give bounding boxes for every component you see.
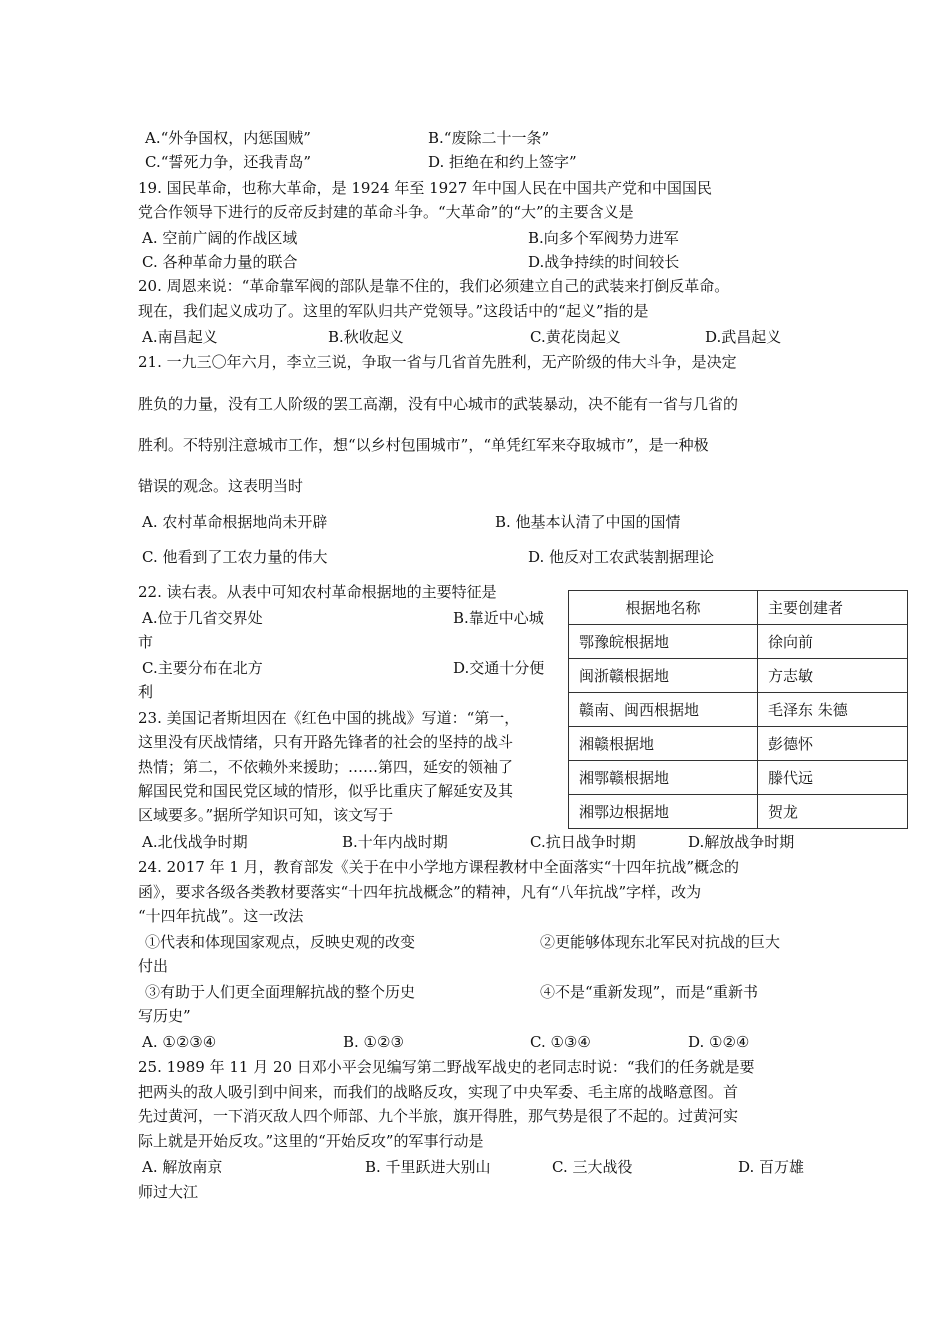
q23-stem-line-4: 解国民党和国民党区域的情形，似乎比重庆了解延安及其 <box>138 782 514 800</box>
table-cell: 闽浙赣根据地 <box>569 659 758 693</box>
q21-stem-line-3: 胜利。不特别注意城市工作，想“以乡村包围城市”，“单凭红军来夺取城市”，是一种极 <box>138 436 709 454</box>
q22-option-b-cont: 市 <box>138 633 154 651</box>
q24-stem-line-3: “十四年抗战”。这一改法 <box>138 907 304 925</box>
q22-option-a: A.位于几省交界处 <box>142 609 263 627</box>
table-header-cell: 主要创建者 <box>758 591 908 625</box>
q24-item-3: ③有助于人们更全面理解抗战的整个历史 <box>145 983 416 1001</box>
q24-option-b: B. ①②③ <box>343 1033 404 1051</box>
q25-option-d-cont: 师过大江 <box>138 1183 199 1201</box>
table-header-row <box>569 591 908 625</box>
q23-option-a: A.北伐战争时期 <box>142 833 248 851</box>
q24-item-2: ②更能够体现东北军民对抗战的巨大 <box>540 933 781 951</box>
q24-item-4-cont: 写历史” <box>138 1007 191 1025</box>
q19-option-d: D.战争持续的时间较长 <box>528 253 680 271</box>
q20-stem-line-1: 20. 周恩来说：“革命靠军阀的部队是靠不住的，我们必须建立自己的武装来打倒反革命。 <box>138 277 730 295</box>
q23-stem-line-5: 区域要多。”据所学知识可知，该文写于 <box>138 806 394 824</box>
q20-option-a: A.南昌起义 <box>142 328 218 346</box>
q24-stem-line-2: 函》，要求各级各类教材要落实“十四年抗战概念”的精神，凡有“八年抗战”字样，改为 <box>138 883 702 901</box>
table-cell: 贺龙 <box>758 795 908 829</box>
table-row <box>569 625 908 659</box>
q23-option-d: D.解放战争时期 <box>688 833 795 851</box>
table-cell: 湘鄂边根据地 <box>569 795 758 829</box>
table-row <box>569 693 908 727</box>
q23-stem-line-3: 热情；第二，不依赖外来援助；……第四，延安的领袖了 <box>138 758 514 776</box>
q24-option-c: C. ①③④ <box>530 1033 591 1051</box>
q25-option-c: C. 三大战役 <box>552 1158 633 1176</box>
table-row <box>569 761 908 795</box>
table-cell: 徐向前 <box>758 625 908 659</box>
table-header-cell: 根据地名称 <box>569 591 758 625</box>
table-cell: 赣南、闽西根据地 <box>569 693 758 727</box>
q18-option-c: C.“誓死力争，还我青岛” <box>145 153 312 171</box>
q19-stem-line-1: 19. 国民革命，也称大革命，是 1924 年至 1927 年中国人民在中国共产党和中国国民 <box>138 179 713 197</box>
q20-option-d: D.武昌起义 <box>705 328 782 346</box>
q25-stem-line-2: 把两头的敌人吸引到中间来，而我们的战略反攻，实现了中央军委、毛主席的战略意图。首 <box>138 1083 739 1101</box>
q21-stem-line-1: 21. 一九三〇年六月，李立三说，争取一省与几省首先胜利，无产阶级的伟大斗争，是决定 <box>138 353 737 371</box>
q24-option-a: A. ①②③④ <box>142 1033 217 1051</box>
table-cell: 彭德怀 <box>758 727 908 761</box>
q18-option-d: D. 拒绝在和约上签字” <box>428 153 577 171</box>
q25-option-a: A. 解放南京 <box>142 1158 223 1176</box>
q22-option-d: D.交通十分便 <box>453 659 545 677</box>
q22-option-b: B.靠近中心城 <box>453 609 544 627</box>
table-cell: 方志敏 <box>758 659 908 693</box>
table-cell: 湘鄂赣根据地 <box>569 761 758 795</box>
q24-stem-line-1: 24. 2017 年 1 月，教育部发《关于在中小学地方课程教材中全面落实“十四年抗战”概念的 <box>138 858 739 876</box>
q24-item-1: ①代表和体现国家观点，反映史观的改变 <box>145 933 416 951</box>
q23-option-b: B.十年内战时期 <box>342 833 448 851</box>
table-cell: 鄂豫皖根据地 <box>569 625 758 659</box>
q23-stem-line-1: 23. 美国记者斯坦因在《红色中国的挑战》写道：“第一， <box>138 709 520 727</box>
table-row <box>569 659 908 693</box>
q21-stem-line-4: 错误的观念。这表明当时 <box>138 477 304 495</box>
q22-option-c: C.主要分布在北方 <box>142 659 263 677</box>
q22-stem: 22. 读右表。从表中可知农村革命根据地的主要特征是 <box>138 583 497 601</box>
q21-option-b: B. 他基本认清了中国的国情 <box>495 513 681 531</box>
q25-stem-line-3: 先过黄河，一下消灭敌人四个师部、九个半旅，旗开得胜，那气势是很了不起的。过黄河实 <box>138 1107 739 1125</box>
table-row <box>569 795 908 829</box>
q23-stem-line-2: 这里没有厌战情绪，只有开路先锋者的社会的坚持的战斗 <box>138 733 514 751</box>
q21-stem-line-2: 胜负的力量，没有工人阶级的罢工高潮，没有中心城市的武装暴动，决不能有一省与几省的 <box>138 395 739 413</box>
q18-option-b: B.“废除二十一条” <box>428 129 550 147</box>
q25-stem-line-1: 25. 1989 年 11 月 20 日邓小平会见编写第二野战军战史的老同志时说：“我们的任务就是要 <box>138 1058 755 1076</box>
q25-option-d: D. 百万雄 <box>738 1158 805 1176</box>
q19-option-a: A. 空前广阔的作战区域 <box>142 229 298 247</box>
q23-option-c: C.抗日战争时期 <box>530 833 636 851</box>
q19-stem-line-2: 党合作领导下进行的反帝反封建的革命斗争。“大革命”的“大”的主要含义是 <box>138 203 634 221</box>
q20-option-c: C.黄花岗起义 <box>530 328 621 346</box>
q18-option-a: A.“外争国权，内惩国贼” <box>145 129 311 147</box>
table-cell: 毛泽东 朱德 <box>758 693 908 727</box>
q19-option-c: C. 各种革命力量的联合 <box>142 253 298 271</box>
q24-option-d: D. ①②④ <box>688 1033 750 1051</box>
q24-item-4: ④不是“重新发现”，而是“重新书 <box>540 983 759 1001</box>
base-areas-table <box>568 590 908 829</box>
q20-option-b: B.秋收起义 <box>328 328 404 346</box>
q24-item-2-cont: 付出 <box>138 957 169 975</box>
table-cell: 湘赣根据地 <box>569 727 758 761</box>
q22-option-d-cont: 利 <box>138 683 154 701</box>
q21-option-d: D. 他反对工农武装割据理论 <box>528 548 715 566</box>
q21-option-a: A. 农村革命根据地尚未开辟 <box>142 513 328 531</box>
q25-stem-line-4: 际上就是开始反攻。”这里的“开始反攻”的军事行动是 <box>138 1132 484 1150</box>
q21-option-c: C. 他看到了工农力量的伟大 <box>142 548 328 566</box>
q25-option-b: B. 千里跃进大别山 <box>365 1158 491 1176</box>
table-row <box>569 727 908 761</box>
q19-option-b: B.向多个军阀势力进军 <box>528 229 679 247</box>
q20-stem-line-2: 现在，我们起义成功了。这里的军队归共产党领导。”这段话中的“起义”指的是 <box>138 302 649 320</box>
table-cell: 滕代远 <box>758 761 908 795</box>
